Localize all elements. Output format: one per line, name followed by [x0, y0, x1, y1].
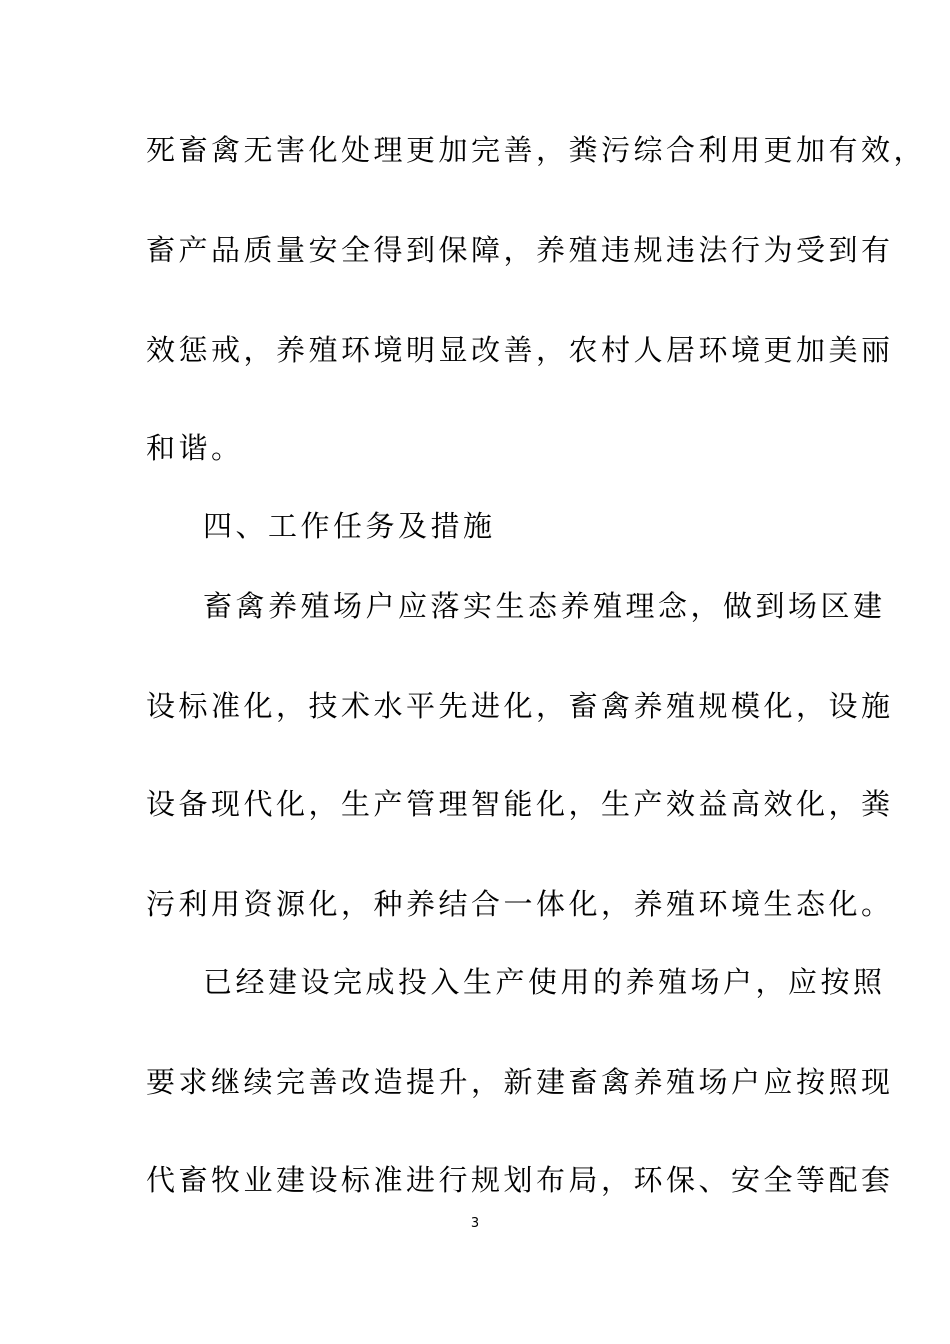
text-line: 和谐。: [146, 431, 244, 465]
text-line: 死畜禽无害化处理更加完善，粪污综合利用更加有效，: [146, 133, 927, 167]
text-line: 已经建设完成投入生产使用的养殖场户，应按照: [203, 965, 886, 999]
text-line: 代畜牧业建设标准进行规划布局，环保、安全等配套: [146, 1163, 894, 1197]
text-line: 畜禽养殖场户应落实生态养殖理念，做到场区建: [203, 589, 886, 623]
text-line: 设备现代化，生产管理智能化，生产效益高效化，粪: [146, 787, 894, 821]
section-heading: 四、工作任务及措施: [203, 509, 496, 543]
text-line: 污利用资源化，种养结合一体化，养殖环境生态化。: [146, 887, 894, 921]
page-number: 3: [470, 1216, 480, 1231]
text-line: 畜产品质量安全得到保障，养殖违规违法行为受到有: [146, 233, 894, 267]
text-line: 要求继续完善改造提升，新建畜禽养殖场户应按照现: [146, 1065, 894, 1099]
text-line: 设标准化，技术水平先进化，畜禽养殖规模化，设施: [146, 689, 894, 723]
text-line: 效惩戒，养殖环境明显改善，农村人居环境更加美丽: [146, 333, 894, 367]
